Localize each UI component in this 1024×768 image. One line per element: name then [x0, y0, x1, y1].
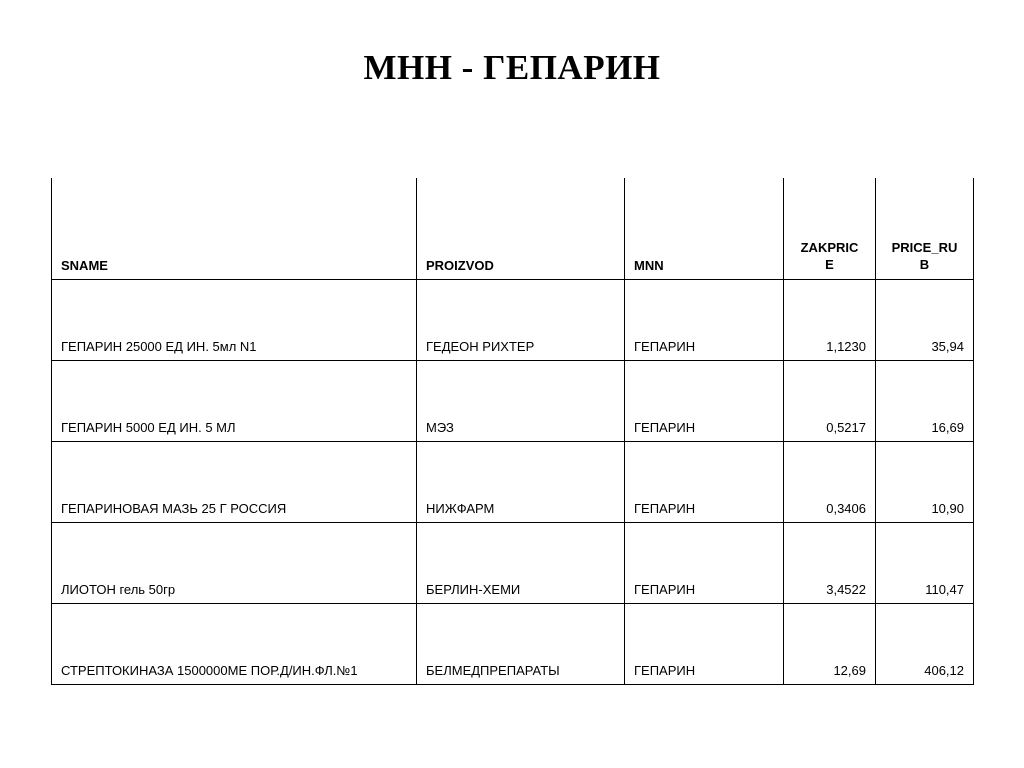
- cell-mnn: ГЕПАРИН: [625, 280, 784, 361]
- table-row: [52, 442, 974, 523]
- cell-price-rub: 110,47: [876, 523, 974, 604]
- cell-proizvod: НИЖФАРМ: [417, 442, 625, 523]
- table-row: [52, 523, 974, 604]
- cell-price-rub: 16,69: [876, 361, 974, 442]
- cell-sname: СТРЕПТОКИНАЗА 1500000МЕ ПОР.Д/ИН.ФЛ.№1: [52, 604, 417, 685]
- cell-zakprice: 12,69: [784, 604, 876, 685]
- cell-zakprice: 0,3406: [784, 442, 876, 523]
- cell-mnn: ГЕПАРИН: [625, 361, 784, 442]
- cell-sname: ГЕПАРИН 5000 ЕД ИН. 5 МЛ: [52, 361, 417, 442]
- header-proizvod: PROIZVOD: [417, 178, 625, 280]
- drug-price-table: [51, 178, 974, 685]
- table-row: [52, 280, 974, 361]
- cell-sname: ГЕПАРИНОВАЯ МАЗЬ 25 Г РОССИЯ: [52, 442, 417, 523]
- table-row: [52, 361, 974, 442]
- cell-mnn: ГЕПАРИН: [625, 442, 784, 523]
- cell-sname: ЛИОТОН гель 50гр: [52, 523, 417, 604]
- cell-price-rub: 406,12: [876, 604, 974, 685]
- cell-proizvod: БЕРЛИН-ХЕМИ: [417, 523, 625, 604]
- page-title: МНН - ГЕПАРИН: [363, 48, 661, 87]
- cell-zakprice: 3,4522: [784, 523, 876, 604]
- header-sname: SNAME: [52, 178, 417, 280]
- header-zakprice-line2: E: [825, 257, 834, 272]
- header-price-rub-line2: B: [919, 257, 930, 272]
- cell-proizvod: МЭЗ: [417, 361, 625, 442]
- cell-zakprice: 0,5217: [784, 361, 876, 442]
- cell-proizvod: БЕЛМЕДПРЕПАРАТЫ: [417, 604, 625, 685]
- cell-zakprice: 1,1230: [784, 280, 876, 361]
- cell-sname: ГЕПАРИН 25000 ЕД ИН. 5мл N1: [52, 280, 417, 361]
- cell-mnn: ГЕПАРИН: [625, 523, 784, 604]
- header-mnn: MNN: [625, 178, 784, 280]
- header-price-rub: [876, 178, 974, 280]
- cell-proizvod: ГЕДЕОН РИХТЕР: [417, 280, 625, 361]
- header-zakprice-line1: ZAKPRIC: [800, 240, 859, 255]
- cell-mnn: ГЕПАРИН: [625, 604, 784, 685]
- cell-price-rub: 35,94: [876, 280, 974, 361]
- table-header-row: [52, 178, 974, 280]
- cell-price-rub: 10,90: [876, 442, 974, 523]
- table-row: [52, 604, 974, 685]
- header-price-rub-line1: PRICE_RU: [891, 240, 958, 255]
- header-zakprice: [784, 178, 876, 280]
